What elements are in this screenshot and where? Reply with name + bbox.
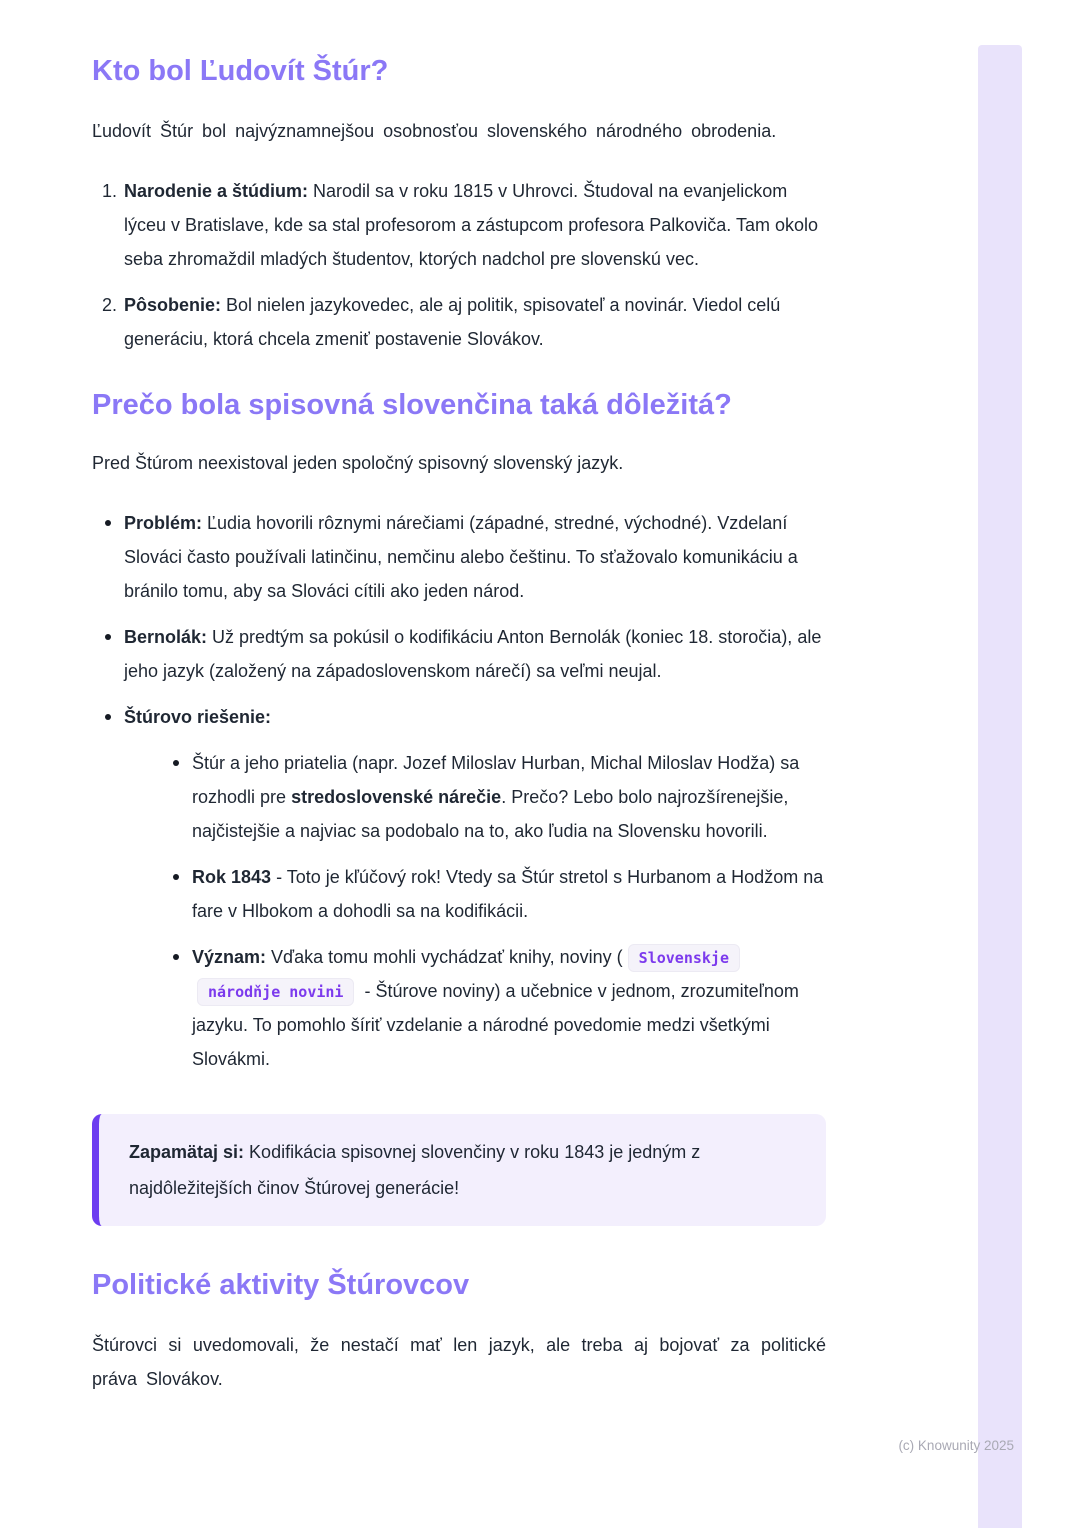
list-item-text [124,288,826,356]
bullet-dot-icon [173,760,179,766]
bullet-lead: Štúrovo riešenie: [124,707,272,727]
callout-lead: Zapamätaj si: [129,1142,245,1162]
intro-paragraph: Ľudovít Štúr bol najvýznamnejšou osobnosťou slovenského národného obrodenia. [92,121,777,141]
list-item-body: Narodil sa v roku 1815 v Uhrovci. Študoval na evanjelickom lýceu v Bratislave, kde sa stal profesorom a zástupcom profesora Palkoviča. Tam okolo seba zhromaždil mladých študentov, ktorých nadchol pre slovenskú vec. [124,181,818,269]
sub-bullet-text [192,860,826,928]
list-item-lead: Narodenie a štúdium: [124,181,309,201]
list-item-body: Bol nielen jazykovedec, ale aj politik, spisovateľ a novinár. Viedol celú generáciu, ktorá chcela zmeniť postavenie Slovákov. [124,295,781,349]
sub-bullet-body: . Prečo? Lebo bolo najrozšírenejšie, najčistejšie a najviac sa podobalo na to, ako ľudia na Slovensku hovorili. [192,787,789,841]
closing-paragraph: Štúrovci si uvedomovali, že nestačí mať len jazyk, ale treba aj bojovať za politické práva Slovákov. [92,1335,826,1389]
sub-bullet-list [160,746,826,1076]
bullet-dot-icon [173,954,179,960]
sub-bullet-body: - Toto je kľúčový rok! Vtedy sa Štúr stretol s Hurbanom a Hodžom na fare v Hlbokom a dohodli sa na kodifikácii. [192,867,824,921]
bullet-marker [92,700,124,1076]
bullet-dot-icon [105,520,111,526]
bullet-text [124,620,826,688]
sub-bullet-rok-1843 [160,860,826,928]
sub-bullet-body: Štúr a jeho priatelia (napr. Jozef Miloslav Hurban, Michal Miloslav Hodža) sa rozhodli pre [192,753,800,807]
bullet-dot-icon [105,634,111,640]
callout-body: Kodifikácia spisovnej slovenčiny v roku 1843 je jedným z najdôležitejších činov Štúrovej generácie! [129,1142,701,1198]
bullet-dot-icon [105,714,111,720]
inline-code-narodnje-novini: národňje novini [197,978,354,1006]
bullet-dot-icon [173,874,179,880]
sub-bullet-text [192,746,826,848]
heading-politicke-aktivity: Politické aktivity Štúrovcov [92,1269,470,1301]
sub-bullet-text [192,940,826,1076]
list-number: 2. [102,295,118,315]
bullet-list [92,506,826,1076]
sub-bullet-lead: Rok 1843 [192,867,272,887]
copyright-notice: (c) Knowunity 2025 [898,1438,1014,1453]
bullet-marker [160,860,192,928]
bullet-marker [160,940,192,1076]
bullet-marker [92,620,124,688]
sub-bullet-body: Vďaka tomu mohli vychádzať knihy, noviny ( [266,947,623,967]
bullet-problem [92,506,826,608]
callout-zapamataj-si [92,1114,826,1226]
bullet-lead: Bernolák: [124,627,208,647]
list-item-narodenie [92,174,826,276]
scrollbar-track[interactable] [978,45,1022,1528]
inline-code-slovenskje: Slovenskje [628,944,740,972]
numbered-list [92,174,826,356]
list-item-text [124,174,826,276]
bullet-lead: Problém: [124,513,203,533]
bullet-text [124,506,826,608]
bullet-text [124,700,826,1076]
bullet-bernolak [92,620,826,688]
sub-bullet-bold: stredoslovenské nárečie [291,787,502,807]
bullet-marker [92,506,124,608]
list-item-posobenie [92,288,826,356]
bullet-body: Ľudia hovorili rôznymi nárečiami (západné, stredné, východné). Vzdelaní Slováci často používali latinčinu, nemčinu alebo češtinu. To sťažovalo komunikáciu a bránilo tomu, aby sa Slováci cítili ako jeden národ. [124,513,798,601]
heading-kto-bol-ludovit-stur: Kto bol Ľudovít Štúr? [92,55,389,87]
heading-preco-bola-spisovna-slovencina: Prečo bola spisovná slovenčina taká dôležitá? [92,389,732,421]
sub-bullet-vyznam [160,940,826,1076]
document-content [92,0,826,1396]
list-item-lead: Pôsobenie: [124,295,222,315]
section-paragraph: Pred Štúrom neexistoval jeden spoločný spisovný slovenský jazyk. [92,453,624,473]
sub-bullet-lead: Význam: [192,947,267,967]
list-number: 1. [102,181,118,201]
sub-bullet-body: - Štúrove noviny) a učebnice v jednom, zrozumiteľnom jazyku. To pomohlo šíriť vzdelanie a národné povedomie medzi všetkými Slovákmi. [192,981,799,1069]
bullet-sturovo-riesenie [92,700,826,1076]
bullet-marker [160,746,192,848]
sub-bullet-priatelia [160,746,826,848]
bullet-body: Už predtým sa pokúsil o kodifikáciu Anton Bernolák (koniec 18. storočia), ale jeho jazyk (založený na západoslovenskom nárečí) sa veľmi neujal. [124,627,822,681]
